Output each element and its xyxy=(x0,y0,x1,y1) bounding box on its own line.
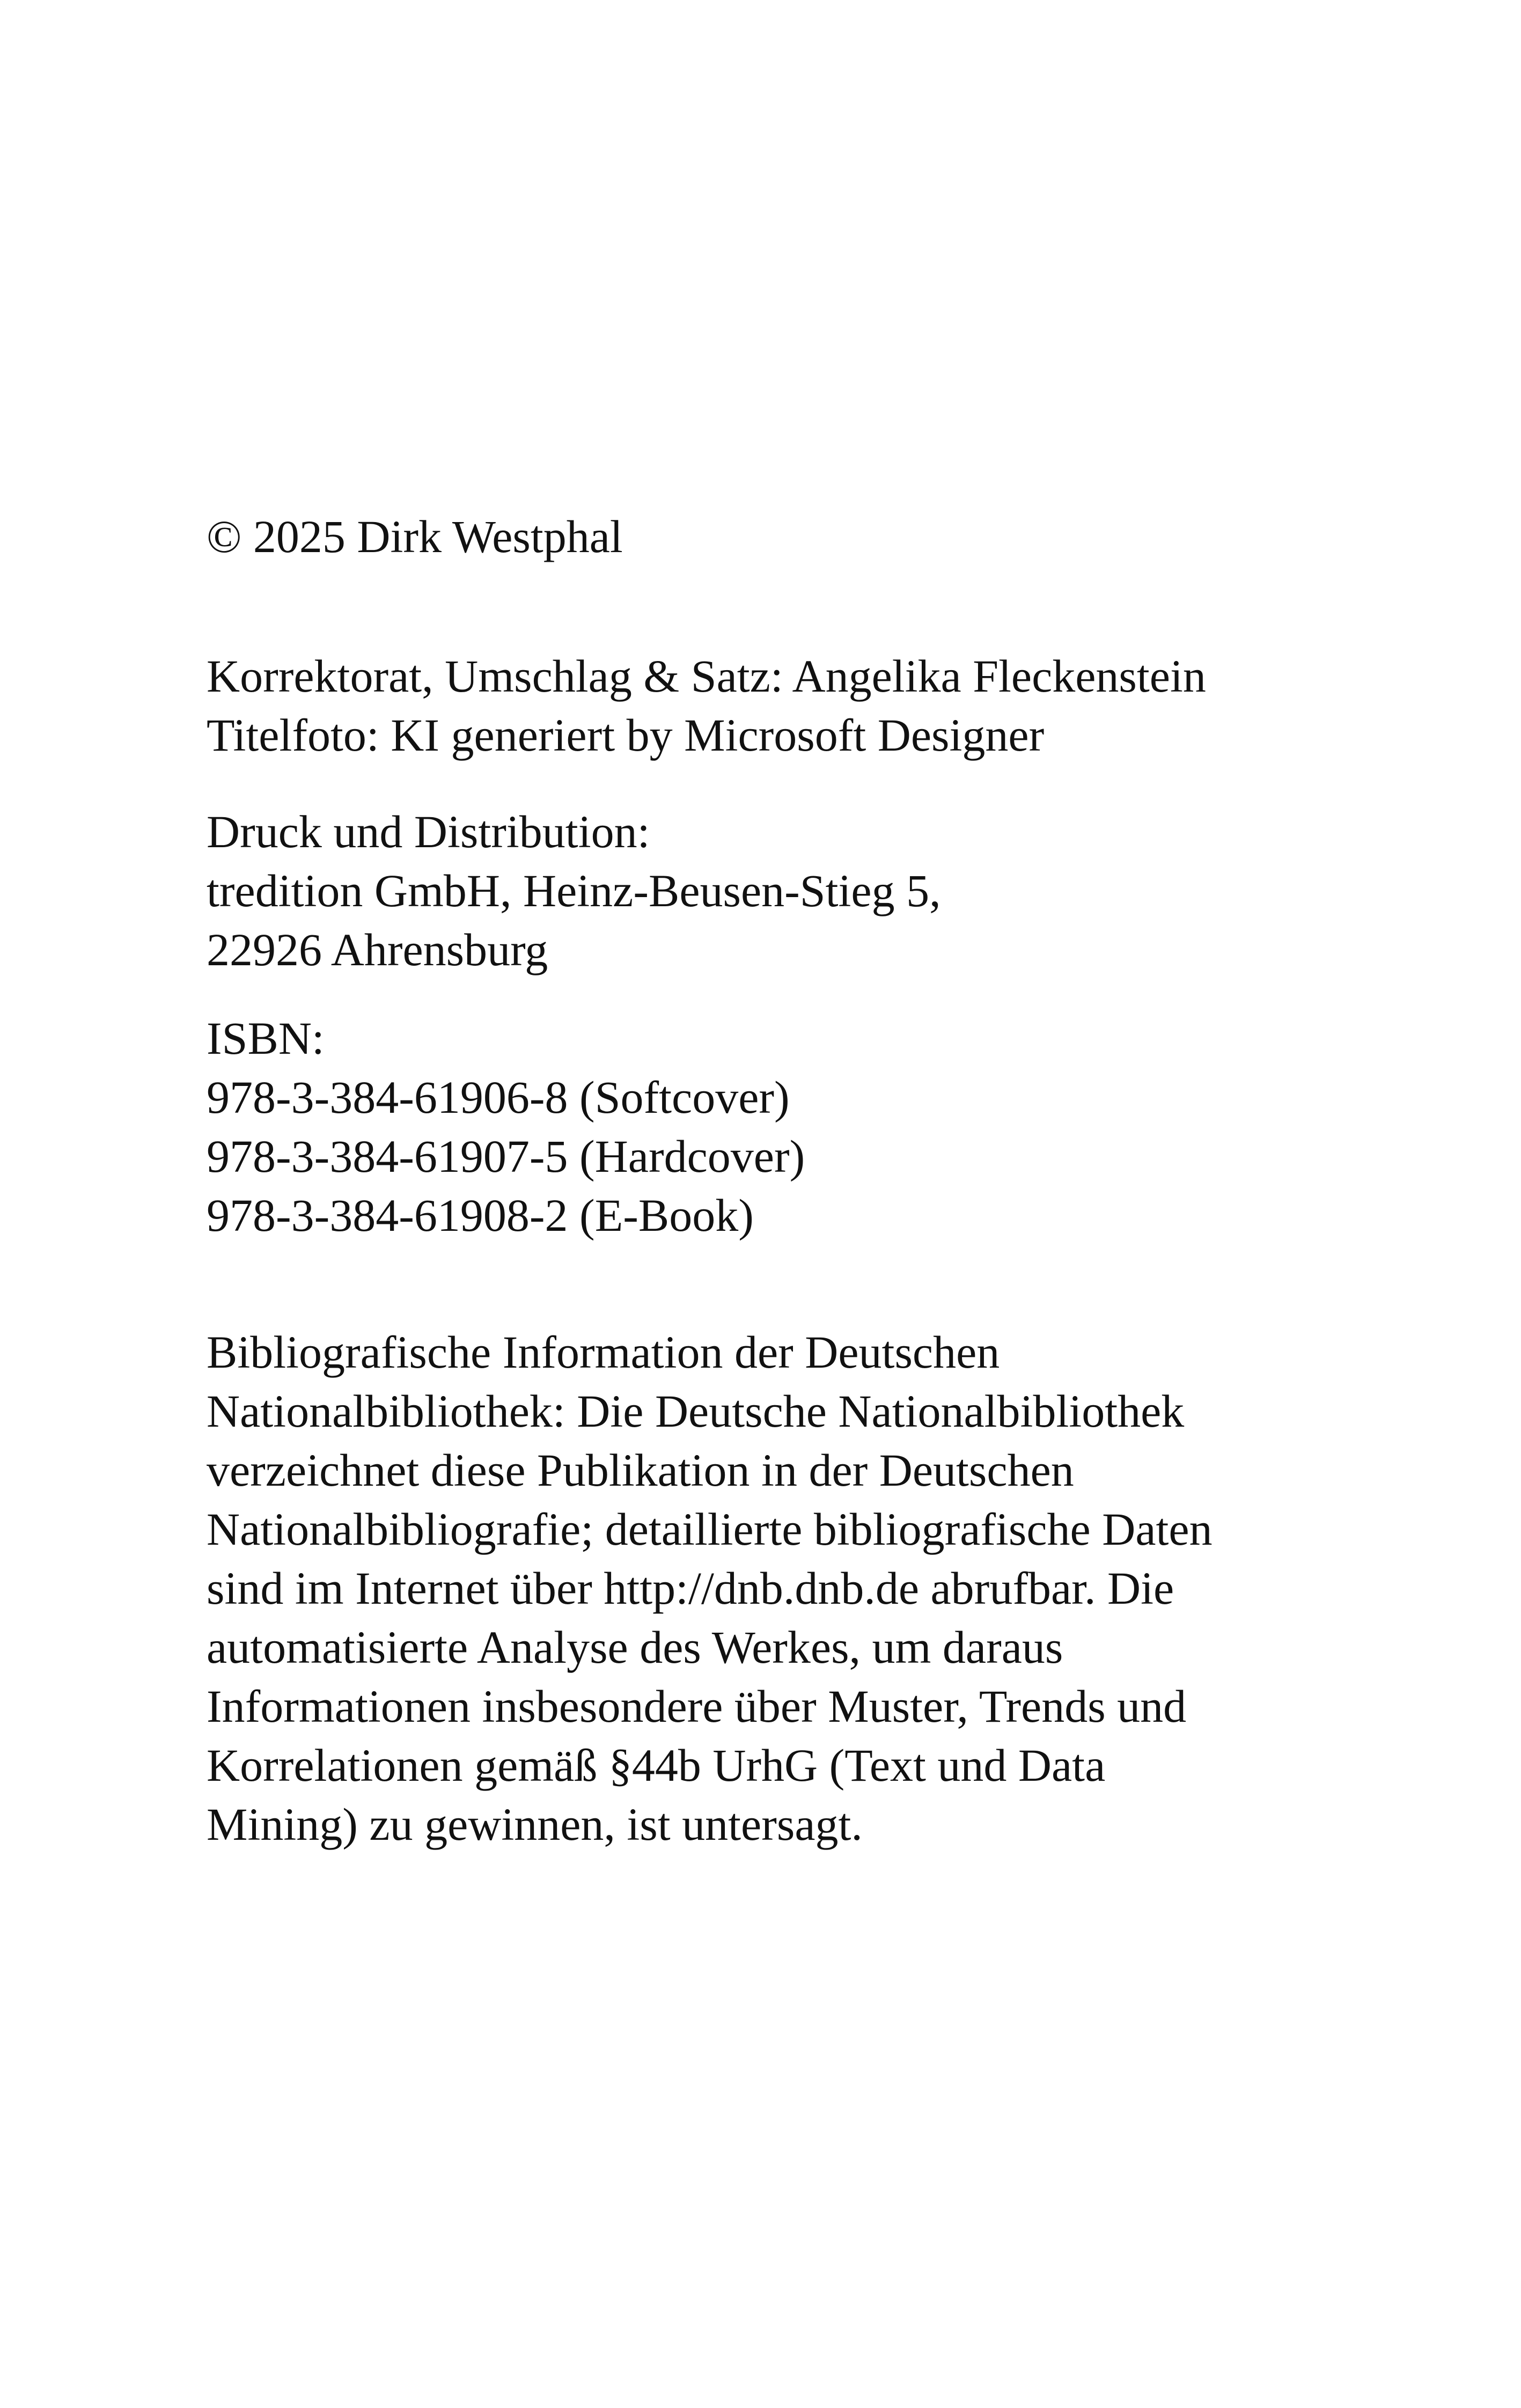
biblio-line: automatisierte Analyse des Werkes, um daraus xyxy=(207,1621,1063,1673)
biblio-line: sind im Internet über http://dnb.dnb.de abrufbar. Die xyxy=(207,1562,1174,1614)
biblio-line: verzeichnet diese Publikation in der Deutschen xyxy=(207,1444,1074,1496)
biblio-line: Informationen insbesondere über Muster, Trends und xyxy=(207,1680,1187,1732)
print-heading: Druck und Distribution: xyxy=(207,806,650,857)
isbn-softcover: 978-3-384-61906-8 (Softcover) xyxy=(207,1071,790,1123)
copyright-line: © 2025 Dirk Westphal xyxy=(207,511,623,562)
isbn-ebook: 978-3-384-61908-2 (E-Book) xyxy=(207,1190,754,1241)
isbn-hardcover: 978-3-384-61907-5 (Hardcover) xyxy=(207,1130,805,1182)
credits-cover-photo-line: Titelfoto: KI generiert by Microsoft Designer xyxy=(207,709,1045,761)
isbn-heading: ISBN: xyxy=(207,1012,325,1064)
biblio-line: Mining) zu gewinnen, ist untersagt. xyxy=(207,1798,863,1850)
isbn-section xyxy=(207,1009,805,1245)
biblio-line: Korrelationen gemäß §44b UrhG (Text und Data xyxy=(207,1739,1106,1791)
biblio-line: Nationalbibliothek: Die Deutsche Nationalbibliothek xyxy=(207,1385,1185,1437)
bibliographic-information xyxy=(207,1323,1213,1854)
biblio-line: Nationalbibliografie; detaillierte bibliografische Daten xyxy=(207,1503,1213,1555)
copyright-notice xyxy=(207,507,623,566)
print-address-line-1: tredition GmbH, Heinz-Beusen-Stieg 5, xyxy=(207,865,941,916)
biblio-line: Bibliografische Information der Deutschen xyxy=(207,1326,1000,1378)
credits-section xyxy=(207,647,1206,765)
print-address-line-2: 22926 Ahrensburg xyxy=(207,924,548,975)
print-distribution-section xyxy=(207,802,941,979)
credits-editing-line: Korrektorat, Umschlag & Satz: Angelika Fleckenstein xyxy=(207,650,1206,702)
